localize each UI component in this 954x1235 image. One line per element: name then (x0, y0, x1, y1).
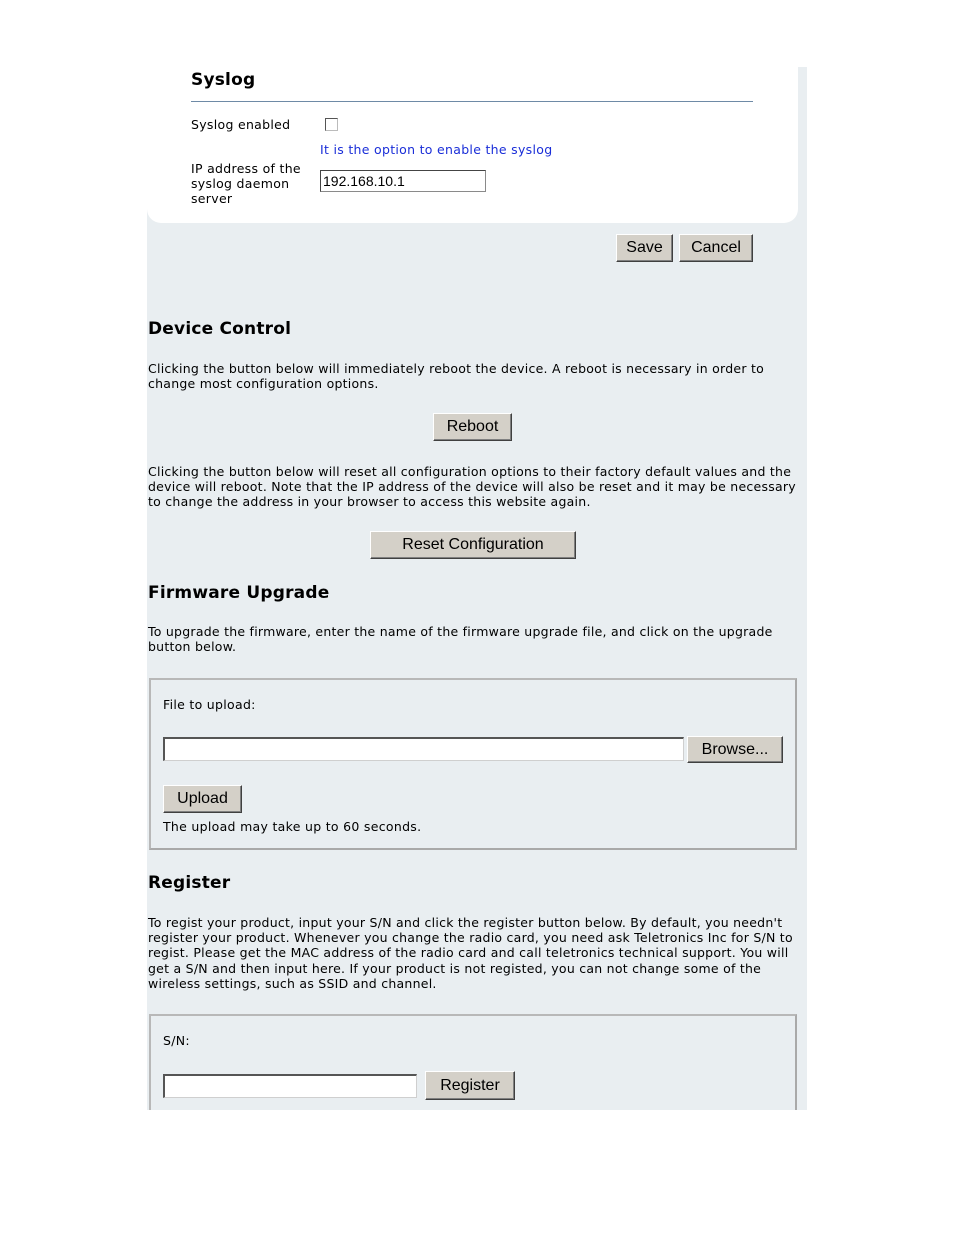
ip-label-line3: server (191, 191, 233, 206)
firmware-upgrade-title: Firmware Upgrade (148, 583, 330, 603)
sn-input[interactable] (163, 1074, 417, 1098)
register-button[interactable]: Register (425, 1071, 515, 1100)
device-control-title: Device Control (148, 319, 292, 339)
syslog-enabled-label: Syslog enabled (191, 117, 291, 132)
reboot-description: Clicking the button below will immediately reboot the device. A reboot is necessary in order to change most configuration options. (148, 361, 764, 392)
ip-address-label (191, 161, 301, 206)
register-box (149, 1014, 797, 1124)
syslog-title: Syslog (191, 70, 256, 90)
firmware-file-input[interactable] (163, 737, 684, 761)
syslog-card (147, 67, 798, 223)
reset-configuration-button[interactable]: Reset Configuration (370, 531, 576, 559)
firmware-description: To upgrade the firmware, enter the name of the firmware upgrade file, and click on the upgrade button below. (148, 624, 773, 655)
syslog-enabled-checkbox[interactable] (325, 118, 338, 131)
ip-label-line1: IP address of the (191, 161, 301, 176)
syslog-ip-input[interactable]: 192.168.10.1 (320, 170, 486, 192)
ip-label-line2: syslog daemon (191, 176, 290, 191)
cancel-button[interactable]: Cancel (679, 234, 753, 262)
reset-description: Clicking the button below will reset all configuration options to their factory default values and the device will reboot. Note that the IP address of the device will also be reset and it may be necessary to change the address in your browser to access this website again. (148, 464, 796, 510)
sn-label: S/N: (163, 1033, 190, 1048)
divider (191, 101, 753, 102)
register-description: To regist your product, input your S/N and click the register button below. By default, you needn't register your product. Whenever you change the radio card, you need ask Teletronics Inc for S/N to regist. Please get the MAC address of the radio card and call teletronics technical support. You will get a S/N and then input here. If your product is not registed, you can not change some of the wireless settings, such as SSID and channel. (148, 915, 793, 991)
page-bottom-blank (0, 1110, 954, 1235)
reboot-button[interactable]: Reboot (433, 413, 512, 441)
upload-button[interactable]: Upload (163, 785, 242, 813)
register-title: Register (148, 873, 231, 893)
file-to-upload-label: File to upload: (163, 697, 256, 712)
browse-button[interactable]: Browse... (687, 736, 783, 763)
save-button[interactable]: Save (616, 234, 673, 262)
upload-note: The upload may take up to 60 seconds. (163, 819, 422, 834)
syslog-enabled-hint: It is the option to enable the syslog (320, 142, 553, 157)
